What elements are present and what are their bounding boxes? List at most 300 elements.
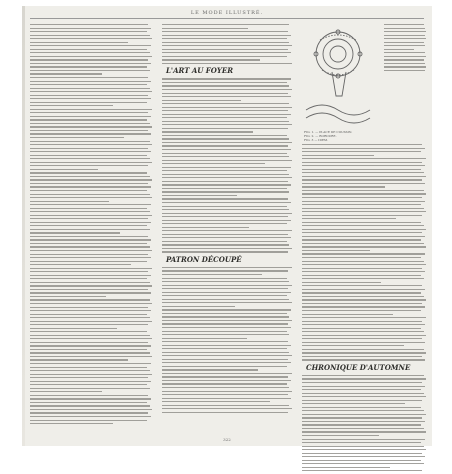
text-line <box>302 215 422 216</box>
text-line <box>302 306 425 307</box>
text-line <box>384 49 414 50</box>
text-line <box>162 145 288 146</box>
text-line <box>302 169 421 170</box>
text-line <box>162 52 291 53</box>
text-line <box>162 45 292 46</box>
text-line <box>162 206 287 207</box>
text-line <box>30 183 148 184</box>
text-line <box>30 38 152 39</box>
text-line <box>30 317 150 318</box>
text-line <box>162 327 291 328</box>
text-line <box>30 119 147 120</box>
text-line <box>302 414 426 415</box>
text-line <box>302 321 422 322</box>
text-line <box>162 89 292 90</box>
text-line <box>30 261 147 262</box>
text-line <box>30 137 124 138</box>
text-line <box>30 232 120 233</box>
section-heading-art-au-foyer: L'ART AU FOYER <box>166 66 234 76</box>
text-line <box>30 342 148 343</box>
text-line <box>302 428 424 429</box>
text-line <box>302 324 425 325</box>
text-line <box>302 314 393 315</box>
text-line <box>30 31 147 32</box>
text-line <box>162 391 292 392</box>
text-line <box>162 334 289 335</box>
text-line <box>30 42 128 43</box>
text-line <box>30 271 148 272</box>
text-line <box>302 257 421 258</box>
text-line <box>30 158 150 159</box>
text-line <box>30 236 148 237</box>
text-line <box>302 352 426 353</box>
text-block <box>302 375 426 472</box>
text-line <box>162 401 270 402</box>
text-line <box>302 396 426 397</box>
text-line <box>30 229 150 230</box>
page-fold-shadow <box>22 6 25 446</box>
text-line <box>30 331 147 332</box>
text-line <box>30 254 148 255</box>
text-line <box>302 197 422 198</box>
text-line <box>162 341 288 342</box>
text-line <box>162 202 291 203</box>
text-line <box>162 267 292 268</box>
text-line <box>30 95 148 96</box>
text-line <box>302 261 424 262</box>
text-line <box>30 246 150 247</box>
magazine-page <box>22 6 432 446</box>
text-line <box>302 204 421 205</box>
text-line <box>162 49 288 50</box>
running-header: LE MODE ILLUSTRÉ. <box>190 10 264 16</box>
caption-fig-2: FIG. 2. — BORDURE. <box>304 134 337 138</box>
text-line <box>302 470 422 471</box>
text-line <box>302 186 385 187</box>
text-line <box>30 77 148 78</box>
text-line <box>302 467 390 468</box>
text-line <box>302 151 421 152</box>
text-line <box>162 313 287 314</box>
text-line <box>302 193 426 194</box>
text-line <box>162 82 287 83</box>
text-line <box>30 324 148 325</box>
text-line <box>162 38 287 39</box>
text-line <box>384 31 426 32</box>
text-line <box>302 225 424 226</box>
text-line <box>30 370 150 371</box>
text-line <box>384 24 424 25</box>
text-line <box>30 384 147 385</box>
text-line <box>30 296 106 297</box>
text-line <box>302 424 421 425</box>
text-line <box>30 405 150 406</box>
text-line <box>302 165 425 166</box>
text-block <box>302 144 426 361</box>
text-block <box>162 267 292 413</box>
text-line <box>162 270 288 271</box>
text-line <box>302 190 424 191</box>
text-line <box>302 449 426 450</box>
text-line <box>30 218 148 219</box>
text-line <box>30 285 152 286</box>
text-line <box>162 138 289 139</box>
text-line <box>162 78 291 79</box>
text-line <box>384 35 425 36</box>
text-line <box>30 24 148 25</box>
text-line <box>162 85 289 86</box>
text-line <box>302 296 424 297</box>
text-block <box>162 24 292 64</box>
text-line <box>30 420 147 421</box>
text-line <box>30 88 150 89</box>
text-line <box>162 63 292 64</box>
text-line <box>162 299 289 300</box>
text-line <box>302 342 425 343</box>
text-line <box>384 59 424 60</box>
text-line <box>30 352 150 353</box>
text-line <box>302 208 424 209</box>
text-line <box>30 165 148 166</box>
text-line <box>162 288 288 289</box>
text-line <box>30 56 152 57</box>
text-line <box>162 181 288 182</box>
text-line <box>162 376 288 377</box>
figure-captions <box>304 130 352 142</box>
text-line <box>302 431 426 432</box>
text-line <box>302 243 424 244</box>
text-line <box>384 42 424 43</box>
text-line <box>162 295 287 296</box>
text-line <box>162 359 288 360</box>
text-line <box>162 227 249 228</box>
text-line <box>162 107 292 108</box>
text-line <box>30 292 151 293</box>
text-line <box>302 292 421 293</box>
text-line <box>162 114 291 115</box>
text-line <box>30 162 152 163</box>
text-line <box>30 49 147 50</box>
text-line <box>302 299 426 300</box>
text-line <box>30 208 147 209</box>
text-line <box>162 348 287 349</box>
text-line <box>162 316 289 317</box>
text-line <box>30 282 150 283</box>
text-line <box>162 230 292 231</box>
text-line <box>30 391 102 392</box>
text-line <box>30 91 152 92</box>
text-line <box>302 158 426 159</box>
text-line <box>30 398 151 399</box>
text-line <box>162 306 235 307</box>
text-line <box>30 264 131 265</box>
text-line <box>30 123 150 124</box>
text-line <box>30 201 109 202</box>
text-line <box>162 198 288 199</box>
text-line <box>30 377 148 378</box>
text-line <box>302 310 421 311</box>
text-line <box>30 63 151 64</box>
text-line <box>384 63 425 64</box>
text-line <box>302 335 426 336</box>
text-line <box>162 184 291 185</box>
text-line <box>162 369 258 370</box>
text-line <box>302 246 426 247</box>
text-line <box>302 446 424 447</box>
text-line <box>30 299 150 300</box>
text-line <box>162 153 287 154</box>
text-line <box>162 234 288 235</box>
text-line <box>30 239 151 240</box>
text-line <box>162 163 265 164</box>
text-line <box>30 363 151 364</box>
text-line <box>162 177 292 178</box>
text-line <box>302 282 381 283</box>
column-2 <box>162 24 292 415</box>
text-line <box>302 453 422 454</box>
text-line <box>302 179 422 180</box>
text-line <box>30 374 152 375</box>
text-line <box>162 320 292 321</box>
text-line <box>162 362 291 363</box>
text-line <box>162 174 289 175</box>
text-line <box>384 70 425 71</box>
text-line <box>30 179 152 180</box>
text-line <box>30 141 150 142</box>
text-line <box>384 45 425 46</box>
text-line <box>30 257 151 258</box>
text-line <box>302 275 421 276</box>
text-line <box>302 250 370 251</box>
text-line <box>162 373 292 374</box>
text-line <box>30 84 147 85</box>
text-line <box>302 172 424 173</box>
text-line <box>30 35 150 36</box>
text-line <box>30 388 150 389</box>
text-line <box>30 412 148 413</box>
text-line <box>30 321 152 322</box>
text-line <box>162 331 287 332</box>
header-rule <box>30 18 424 19</box>
text-line <box>162 135 287 136</box>
text-line <box>30 66 147 67</box>
text-line <box>302 386 425 387</box>
text-line <box>302 328 421 329</box>
text-line <box>30 215 152 216</box>
text-line <box>302 356 422 357</box>
text-line <box>302 378 426 379</box>
text-line <box>302 148 425 149</box>
text-line <box>302 349 424 350</box>
text-line <box>162 302 292 303</box>
text-line <box>302 162 422 163</box>
text-line <box>162 167 291 168</box>
text-line <box>162 352 289 353</box>
text-line <box>162 285 292 286</box>
text-line <box>162 128 288 129</box>
text-line <box>162 216 288 217</box>
text-line <box>162 100 241 101</box>
text-line <box>302 268 422 269</box>
text-line <box>162 345 291 346</box>
text-line <box>30 98 151 99</box>
text-line <box>30 367 147 368</box>
caption-fig-3: FIG. 3 — IDEM. <box>304 138 329 142</box>
text-line <box>30 310 151 311</box>
text-line <box>30 395 148 396</box>
text-line <box>162 380 291 381</box>
text-line <box>162 237 291 238</box>
text-line <box>302 201 425 202</box>
text-line <box>302 236 425 237</box>
text-line <box>162 309 291 310</box>
text-line <box>30 133 151 134</box>
text-line <box>30 176 150 177</box>
text-line <box>30 169 98 170</box>
text-line <box>162 42 289 43</box>
text-line <box>302 345 404 346</box>
text-line <box>162 121 289 122</box>
text-line <box>162 241 287 242</box>
text-line <box>162 220 291 221</box>
text-line <box>162 408 292 409</box>
text-line <box>30 243 147 244</box>
text-line <box>30 250 152 251</box>
text-line <box>302 338 422 339</box>
text-line <box>302 417 422 418</box>
text-line <box>30 130 148 131</box>
text-line <box>30 28 151 29</box>
text-line <box>162 209 289 210</box>
text-line <box>384 56 426 57</box>
text-line <box>162 160 292 161</box>
text-line <box>162 93 288 94</box>
text-line <box>162 35 291 36</box>
text-line <box>302 460 421 461</box>
text-line <box>30 148 148 149</box>
text-line <box>162 156 289 157</box>
text-line <box>162 117 287 118</box>
text-line <box>30 225 147 226</box>
text-line <box>162 274 262 275</box>
text-line <box>30 328 117 329</box>
text-line <box>30 70 150 71</box>
text-line <box>30 105 113 106</box>
text-line <box>30 126 152 127</box>
text-line <box>162 338 247 339</box>
text-line <box>30 81 151 82</box>
text-line <box>162 191 289 192</box>
text-line <box>302 403 405 404</box>
text-line <box>162 412 288 413</box>
text-line <box>302 232 422 233</box>
text-line <box>30 278 147 279</box>
text-line <box>30 335 150 336</box>
text-line <box>30 338 152 339</box>
text-line <box>30 289 148 290</box>
text-line <box>302 211 426 212</box>
text-line <box>30 73 102 74</box>
text-line <box>30 144 152 145</box>
text-line <box>162 387 289 388</box>
text-line <box>30 52 150 53</box>
text-line <box>302 176 426 177</box>
text-line <box>302 229 426 230</box>
text-line <box>162 394 288 395</box>
column-1 <box>30 24 152 427</box>
text-line <box>162 323 288 324</box>
text-line <box>302 183 425 184</box>
text-line <box>30 186 151 187</box>
text-line <box>302 463 424 464</box>
text-line <box>30 275 151 276</box>
text-line <box>302 456 425 457</box>
text-line <box>162 223 287 224</box>
text-line <box>162 142 292 143</box>
text-line <box>302 289 425 290</box>
text-line <box>384 28 425 29</box>
text-line <box>30 307 148 308</box>
text-line <box>30 151 151 152</box>
text-line <box>302 331 424 332</box>
text-line <box>302 375 424 376</box>
text-line <box>162 292 291 293</box>
text-line <box>302 359 425 360</box>
text-line <box>302 407 421 408</box>
text-line <box>162 124 292 125</box>
text-line <box>30 112 148 113</box>
text-line <box>162 131 253 132</box>
text-line <box>384 52 425 53</box>
text-line <box>162 244 289 245</box>
text-line <box>30 409 152 410</box>
text-line <box>302 218 396 219</box>
text-line <box>162 355 292 356</box>
text-line <box>302 421 425 422</box>
text-line <box>162 366 287 367</box>
embroidery-figure <box>302 24 426 144</box>
text-line <box>162 96 291 97</box>
caption-fig-1: FIG. 1. — PLACE DE COUSSIN. <box>304 130 353 134</box>
text-line <box>30 204 151 205</box>
text-line <box>30 359 128 360</box>
text-line <box>302 389 421 390</box>
text-line <box>30 416 151 417</box>
text-line <box>30 45 151 46</box>
text-line <box>30 423 113 424</box>
text-line <box>162 248 292 249</box>
text-line <box>30 303 152 304</box>
text-line <box>302 285 422 286</box>
text-line <box>162 398 291 399</box>
text-line <box>162 28 248 29</box>
text-line <box>30 349 147 350</box>
section-heading-chronique: CHRONIQUE D'AUTOMNE <box>306 362 411 372</box>
text-block <box>162 78 292 252</box>
text-line <box>302 393 424 394</box>
text-line <box>162 31 288 32</box>
text-line <box>30 356 152 357</box>
text-line <box>302 317 426 318</box>
text-block <box>30 24 152 424</box>
text-line <box>302 271 425 272</box>
text-line <box>162 213 292 214</box>
text-line <box>162 405 289 406</box>
text-line <box>30 116 151 117</box>
text-line <box>302 400 422 401</box>
text-line <box>162 24 289 25</box>
text-line <box>162 149 291 150</box>
